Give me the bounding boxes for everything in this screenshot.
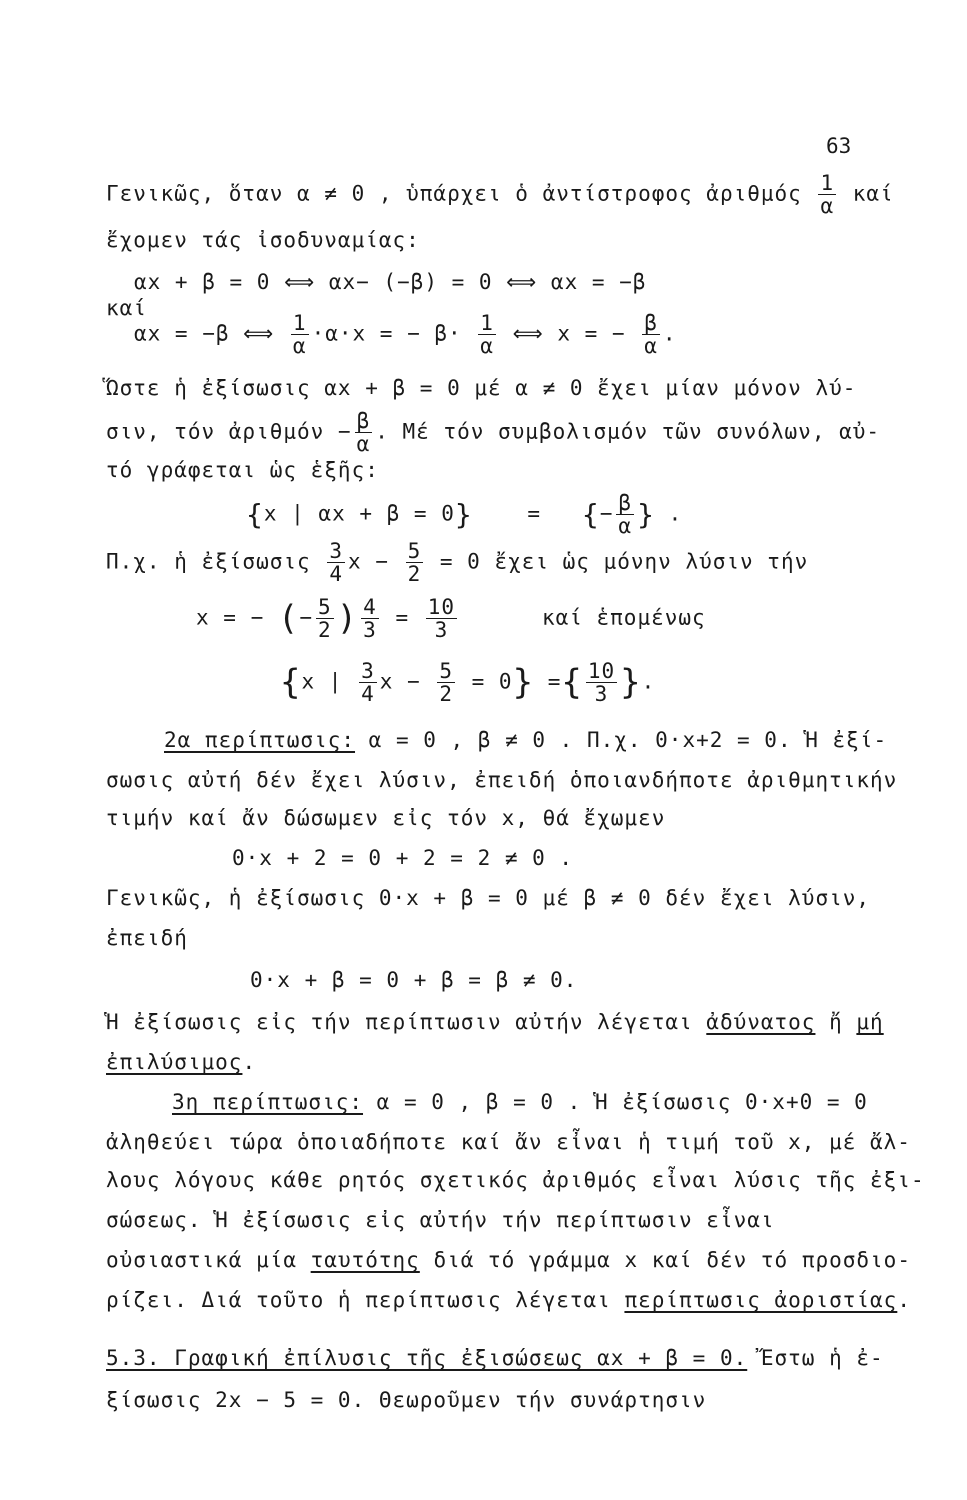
- equation-equivalence-2: αx = −β ⟺ $\frac{1}{\alpha}$ ·α·x = − β· $\frac{1}{\alpha}$ ⟺ x = − $\frac{\beta}{\alpha}$ .: [134, 311, 677, 359]
- case2-line2: σωσις αὐτή δέν ἔχει λύσιν, ἐπειδή ὁποιανδήποτε ἀριθμητικήν: [106, 768, 898, 792]
- fraction-5-2-c: $\frac{5}{2}$: [439, 659, 453, 707]
- p1-line2: ἔχομεν τάς ἰσοδυναμίας:: [106, 228, 420, 252]
- case2-line5: ἐπειδή: [106, 926, 188, 950]
- equation-equivalence-1: αx + β = 0 ⟺ αx− (−β) = 0 ⟺ αx = −β: [134, 270, 647, 294]
- term-adunatos: ἀδύνατος: [706, 1010, 816, 1034]
- term-tautotis: ταυτότης: [310, 1248, 420, 1272]
- term-epilusimos: ἐπιλύσιμος: [106, 1050, 243, 1074]
- p2-line1: Ὥστε ἡ ἐξίσωσις αx + β = 0 μέ α ≠ 0 ἔχει μίαν μόνον λύ-: [106, 376, 857, 400]
- p1-line1: [106, 172, 894, 217]
- case2-line1: 2α περίπτωσις: α = 0 , β ≠ 0 . Π.χ. 0·x+2 = 0. Ἡ ἐξί-: [164, 728, 888, 752]
- section-5-3-heading: 5.3. Γραφική ἐπίλυσις τῆς ἐξισώσεως αx + β = 0.: [106, 1346, 748, 1370]
- p2-line3: τό γράφεται ὡς ἑξῆς:: [106, 458, 379, 482]
- case3-line4: σώσεως. Ἡ ἐξίσωσις εἰς αὐτήν τήν περίπτωσιν εἶναι: [106, 1208, 775, 1232]
- fraction-5-2: $\frac{5}{2}$: [407, 539, 422, 587]
- fraction-one-over-alpha: $\frac{1}{\alpha}$: [820, 171, 835, 219]
- case3-heading: 3η περίπτωσις:: [172, 1090, 364, 1114]
- fraction-4-3: $\frac{4}{3}$: [363, 595, 377, 643]
- case2-line7: ἐπιλύσιμος.: [106, 1050, 257, 1074]
- section-5-3-line1: 5.3. Γραφική ἐπίλυσις τῆς ἐξισώσεως αx + β = 0. Ἔστω ἡ ἐ-: [106, 1346, 884, 1370]
- fraction-1-alpha-a: $\frac{1}{\alpha}$: [292, 311, 307, 359]
- p1-line1-text: Γενικῶς, ὅταν α ≠ 0 , ὑπάρχει ὁ ἀντίστροφος ἀριθμός: [106, 181, 802, 206]
- fraction-3-4: $\frac{3}{4}$: [329, 539, 343, 587]
- fraction-5-2-b: $\frac{5}{2}$: [318, 595, 332, 643]
- p2-line2: σιν, τόν ἀριθμόν − $\frac{\beta}{\alpha}$ . Μέ τόν συμβολισμόν τῶν συνόλων, αὐ-: [106, 409, 881, 457]
- fraction-10-3: $\frac{10}{3}$: [427, 595, 456, 643]
- case2-line6: Ἡ ἐξίσωσις εἰς τήν περίπτωσιν αὐτήν λέγεται ἀδύνατος ἤ μή: [106, 1010, 884, 1034]
- fraction-beta-alpha: $\frac{\beta}{\alpha}$: [644, 311, 658, 359]
- set-expression-2: {x | $\frac{3}{4}$ x − $\frac{5}{2}$ = 0} ={ $\frac{10}{3}$ }.: [280, 659, 656, 707]
- p1-line1-tail: καί: [852, 181, 894, 206]
- case3-line2: ἀληθεύει τώρα ὁποιαδήποτε καί ἄν εἶναι ἡ τιμή τοῦ x, μέ ἄλ-: [106, 1130, 911, 1154]
- section-5-3-line2: ξίσωσις 2x − 5 = 0. Θεωροῦμεν τήν συνάρτησιν: [106, 1388, 707, 1412]
- set-expression-1: {x | αx + β = 0} = {− $\frac{\beta}{\alpha}$ } .: [246, 491, 683, 539]
- page-number: 63: [826, 134, 852, 158]
- fraction-beta-alpha-3: $\frac{\beta}{\alpha}$: [618, 491, 633, 539]
- case3-line3: λους λόγους κάθε ρητός σχετικός ἀριθμός εἶναι λύσις τῆς ἐξι-: [106, 1168, 925, 1192]
- fraction-1-alpha-b: $\frac{1}{\alpha}$: [480, 311, 494, 359]
- fraction-3-4-b: $\frac{3}{4}$: [361, 659, 375, 707]
- example-line: Π.χ. ἡ ἐξίσωσις $\frac{3}{4}$ x − $\frac{5}{2}$ = 0 ἔχει ὡς μόνην λύσιν τήν: [106, 539, 809, 587]
- term-mi: μή: [856, 1010, 884, 1034]
- kai-word: καί: [106, 296, 147, 320]
- solution-line: x = − (− $\frac{5}{2}$ ) $\frac{4}{3}$ = $\frac{10}{3}$ καί ἑπομένως: [196, 595, 706, 643]
- case2-equation-2: 0·x + β = 0 + β = β ≠ 0.: [250, 968, 578, 992]
- case2-line4: Γενικῶς, ἡ ἐξίσωσις 0·x + β = 0 μέ β ≠ 0 δέν ἔχει λύσιν,: [106, 886, 871, 910]
- case3-line5: οὐσιαστικά μία ταυτότης διά τό γράμμα x καί δέν τό προσδιο-: [106, 1248, 911, 1272]
- case2-equation: 0·x + 2 = 0 + 2 = 2 ≠ 0 .: [232, 846, 574, 870]
- case3-line1: 3η περίπτωσις: α = 0 , β = 0 . Ἡ ἐξίσωσις 0·x+0 = 0: [172, 1090, 868, 1114]
- case2-line3: τιμήν καί ἄν δώσωμεν εἰς τόν x, θά ἔχωμεν: [106, 806, 666, 830]
- term-aoristias: περίπτωσις ἀοριστίας: [624, 1288, 898, 1312]
- case3-line6: ρίζει. Διά τοῦτο ἡ περίπτωσις λέγεται περίπτωσις ἀοριστίας.: [106, 1288, 911, 1312]
- fraction-beta-alpha-2: $\frac{\beta}{\alpha}$: [356, 409, 371, 457]
- fraction-10-3-b: $\frac{10}{3}$: [587, 659, 616, 707]
- case2-heading: 2α περίπτωσις:: [164, 728, 356, 752]
